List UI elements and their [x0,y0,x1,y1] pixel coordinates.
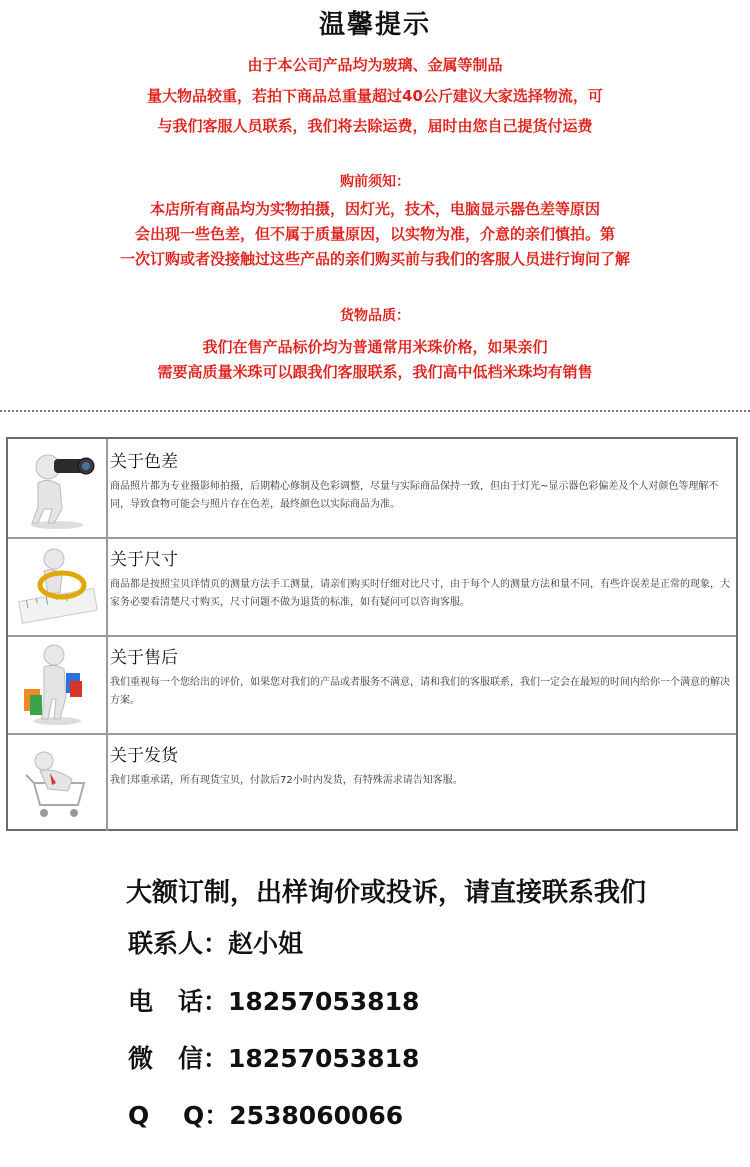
wechat-label: 微 信： [128,1044,229,1073]
ruler-ring-figure-icon [8,537,108,635]
row-text: 商品照片都为专业摄影师拍摄，后期精心修制及色彩调整，尽量与实际商品保持一致，但由于灯光~显示器色彩偏差及个人对颜色等理解不同，导致食物可能会与照片存在色差，最终颜色以实际商品为准。 [110,481,719,510]
quality-line-2: 需要高质量米珠可以跟我们客服联系，我们高中低档米珠均有销售 [157,363,593,381]
purchase-line-2: 会出现一些色差，但不属于质量原因，以实物为准，介意的亲们慎拍。第 [134,225,615,243]
row-color-difference [8,439,736,539]
shopping-cart-figure-icon [8,733,108,831]
quality-line-1: 我们在售产品标价均为普通常用米珠价格，如果亲们 [202,338,548,356]
purchase-heading: 购前须知： [340,174,410,190]
notice-line-2: 量大物品较重，若拍下商品总重量超过40公斤建议大家选择物流，可 [147,87,603,105]
qq-number[interactable]: 2538060066 [229,1101,404,1130]
row-title: 关于发货 [110,746,178,766]
contact-qq [128,1096,403,1132]
phone-label: 电 话： [128,987,229,1016]
row-after-sales [8,635,736,735]
phone-number[interactable]: 18257053818 [228,987,420,1016]
contact-headline: 大额订制，出样询价或投诉，请直接联系我们 [126,878,647,908]
row-title: 关于尺寸 [110,550,178,570]
notice-line-1: 由于本公司产品均为玻璃、金属等制品 [247,56,503,74]
purchase-line-3: 一次订购或者没接触过这些产品的亲们购买前与我们的客服人员进行询问了解 [119,250,630,268]
row-shipping [8,733,736,831]
dotted-divider [0,410,750,412]
row-text: 商品都是按照宝贝详情页的测量方法手工测量，请亲们购买时仔细对比尺寸，由于每个人的测量方法和量不同，有些许误差是正常的现象，大家务必要看清楚尺寸购买，尺寸问题不做为退货的标准，如有疑问可以咨询客服。 [110,579,730,608]
wechat-id[interactable]: 18257053818 [228,1044,420,1073]
info-table [6,437,738,831]
contact-wechat [128,1039,419,1075]
row-title: 关于色差 [110,452,178,472]
qq-label: Q Q： [128,1101,230,1130]
shopping-bags-figure-icon [8,635,108,733]
row-size [8,537,736,637]
binoculars-figure-icon [8,439,108,537]
notice-line-3: 与我们客服人员联系，我们将去除运费，届时由您自己提货付运费 [157,117,593,135]
page-title: 温馨提示 [318,10,431,40]
contact-phone [128,982,419,1018]
row-text: 我们重视每一个您给出的评价，如果您对我们的产品或者服务不满意，请和我们的客服联系，我们一定会在最短的时间内给你一个满意的解决方案。 [110,677,730,706]
contact-person: 联系人：赵小姐 [128,929,304,958]
purchase-line-1: 本店所有商品均为实物拍摄，因灯光，技术，电脑显示器色差等原因 [149,200,600,218]
quality-heading: 货物品质： [340,308,410,324]
row-text: 我们郑重承诺，所有现货宝贝，付款后72小时内发货，有特殊需求请告知客服。 [110,775,463,786]
row-title: 关于售后 [110,648,178,668]
